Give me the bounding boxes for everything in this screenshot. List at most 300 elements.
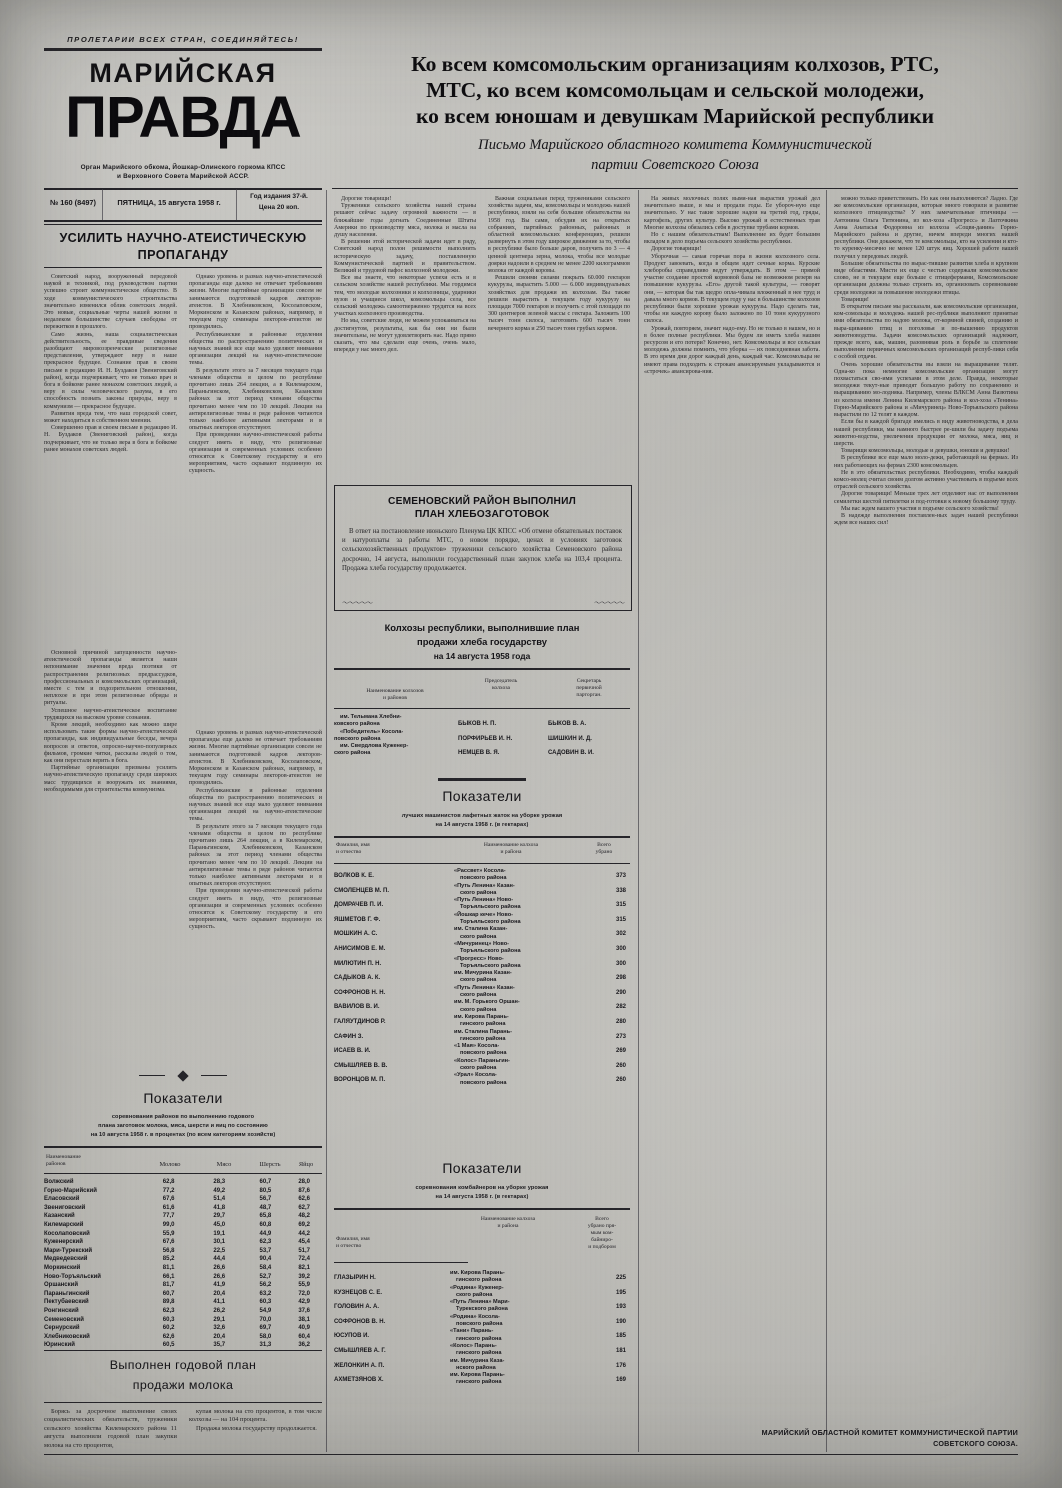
paragraph: Дорогие товарищи! Меньше трех лет отделяют нас от выполнения семилетки шестой пятилетки и под-готовки к новому большому труду.: [834, 491, 1018, 505]
district-value: 38,1: [298, 1316, 310, 1323]
district-name: Килемарский: [44, 1221, 84, 1228]
kombain-colhead-2a: Наименование колхоза: [480, 1216, 536, 1222]
operator-name: СОФРОНОВ Н. Н.: [334, 989, 386, 996]
hectares-value: 282: [615, 1004, 626, 1011]
table-row: [44, 1307, 322, 1316]
kolhoz-name: им. Мичурина Казан- ского района: [454, 970, 512, 984]
paragraph: Борясь за досрочное выполнение своих социалистических обязательств, труженики сельского хозяйства Килемарского района 11 августа выполнили годовой план закупки молока на сто процентов,: [44, 1408, 177, 1449]
hectares-value: 181: [615, 1347, 626, 1354]
operator-name: ВОРОНЦОВ М. П.: [334, 1077, 386, 1084]
kolhoz-name: им. Сталина Казан- ского района: [454, 926, 508, 940]
paragraph: Товарищи комсомольцы, молодые и девушки, юноши и девушки!: [841, 448, 1010, 455]
paragraph: Но с нашим обязательствам! Выполнение их будет большим вкладом в дело подъема сельского хозяйства республики.: [644, 232, 820, 246]
left-table-sub2: плана заготовок молока, мяса, шерсти и яиц по состоянию: [98, 1123, 268, 1129]
district-value: 77,2: [162, 1187, 175, 1194]
secretary-name: САДОВИН В. И.: [548, 750, 594, 757]
zhatki-colhead-2a: Наименование колхоза: [483, 842, 539, 848]
district-value: 60,2: [162, 1325, 175, 1332]
semenovsky-text: [342, 527, 622, 573]
table-row: [334, 1299, 630, 1314]
district-value: 30,1: [213, 1239, 226, 1246]
table-row: [334, 1270, 630, 1285]
kolhoz-name: «Путь Ленина» Казан- ского района: [454, 882, 515, 896]
paragraph: Республиканские и районные отделения общества по распространению политических и научных знаний все еще мало уделяют внимания организации лекций на научно-атеистические темы.: [189, 787, 322, 823]
hectares-value: 190: [615, 1318, 626, 1325]
paragraph: В решении этой исторической задачи идет в ряду, Советский народ полон решимости выполнить историческую задачу, поставленную Коммунистической партией и правительством. Великий и трудовой пафос колхозной молодежи.: [334, 239, 476, 275]
zhatki-sub1: лучших машинистов лафетных жаток на уборке урожая: [401, 813, 563, 819]
paragraph: Решили своими силами покрыть 60.000 гектаров кукурузы, вырастить 5.000 — 6.000 индивидуальных хозяйствах для продажи их колхозам. Вы также решили вырастить в текущем году кукурузу на площади 7000 гектаров и получить с этой площади по 300 центнеров зеленой массы с гектара. Заложить 100 тысяч тонн силоса, заготовить 600 тысяч тонн вечернего корма и 250 тысяч тонн грубых кормов.: [488, 275, 630, 332]
ornament-divider-left: [44, 1070, 322, 1080]
table-row: [44, 1230, 322, 1239]
milk-text-col1: [44, 1408, 177, 1450]
left-table-colhead-wool: Шерсть: [259, 1161, 281, 1168]
column-divider-left: [326, 190, 327, 1452]
left-table: [44, 1178, 322, 1350]
kolhoz-colhead-3a: Секретарь: [576, 678, 602, 684]
district-value: 54,9: [259, 1307, 272, 1314]
kolhoz-colhead-1b: и районов: [383, 695, 407, 701]
table-row: [44, 1187, 322, 1196]
district-value: 39,2: [298, 1273, 310, 1280]
kombain-rule-2: [334, 1262, 468, 1263]
district-value: 60,7: [259, 1179, 272, 1185]
kombain-table: [334, 1270, 630, 1387]
district-value: 62,3: [162, 1307, 175, 1314]
kolhoz-name: «Мичуринец» Ново- Торъяльского района: [454, 940, 521, 955]
left-table-colhead-name-2: районов: [46, 1161, 66, 1167]
paragraph: можно только приветствовать. Но как они выполняются? Ладно. Где же комсомольские организации, которые много говорили и развитие колхозного птицеводства? У них замечательные птичницы — Антонина Ольга Титюнина, из кол-хоза «Прогресс» и Лазточкина Анна Анатасья Фодоровна из колхоза «Соцвя-данин» Горно-Марийского района и другие, ничем впереди многих нашей республики. Они докажем, что те комсомольцы, кто на усилении и кто-то куренку-месячно не менее 120 штук яиц. Хорошей работе вашей получил у передовых людей.: [834, 196, 1018, 260]
district-value: 67,6: [162, 1196, 175, 1203]
mid-intro-col2: [488, 196, 630, 333]
operator-name: ГЛАЗЫРИН Н.: [334, 1275, 376, 1281]
district-value: 48,2: [298, 1213, 310, 1220]
paragraph: Большие обязательства по вырас-тившие развития хлеба в крупном виде областями. Мисти их еще с честью содержали комсомольское слово, не в текущем еще больше с птицефермами, Комсомольские организации должны только строить их, организовать соревнование среди молодежи за повышение молодежи птицы.: [834, 260, 1018, 296]
hectares-value: 269: [615, 1048, 626, 1055]
district-value: 69,7: [259, 1325, 272, 1332]
district-value: 55,9: [162, 1230, 175, 1237]
district-value: 62,3: [259, 1239, 272, 1246]
kombain-colhead-3a: Всего: [595, 1216, 609, 1222]
paragraph: Основной причиной запущенности научно-атеистической пропаганды является наши непонимание значения вреда поэтики от распространения религиозных предрассудков, профессиональных и комсомольских организаций, вместе с тем и подозрительном отношении, неплохое и при этом религиозные обряды и ритуалы.: [44, 650, 177, 707]
table-row: [44, 1221, 322, 1230]
district-name: Моркинский: [44, 1264, 81, 1271]
district-name: Казанский: [44, 1213, 75, 1220]
district-name: Звениговский: [44, 1204, 86, 1211]
district-name: Мари-Турекский: [44, 1247, 93, 1254]
table-row: [334, 1043, 630, 1058]
paragraph: Успешное научно-атеистическое воспитание трудящихся на высоком уровне сознания.: [44, 707, 177, 721]
table-row: [44, 1264, 322, 1273]
district-value: 41,1: [213, 1299, 226, 1306]
kolhoz-table-title-line2: продажи хлеба государству: [417, 636, 547, 647]
masthead-slogan: ПРОЛЕТАРИИ ВСЕХ СТРАН, СОЕДИНЯЙТЕСЬ!: [67, 35, 299, 44]
kolhoz-name: «Колос» Парань- гинского района: [450, 1342, 502, 1357]
masthead-rule-mid: [44, 188, 322, 190]
district-value: 22,5: [213, 1247, 226, 1254]
table-row: [334, 714, 630, 729]
district-value: 35,7: [213, 1342, 226, 1349]
kolhoz-name: «Прогресс» Ново- Торъяльского района: [454, 955, 521, 969]
table-row: [44, 1290, 322, 1299]
left-article-col2b: [189, 730, 322, 932]
district-value: 52,7: [259, 1273, 272, 1280]
hectares-value: 195: [615, 1289, 626, 1296]
district-value: 40,9: [298, 1325, 310, 1332]
kolhoz-name: «Родина» Куженер- ского района: [450, 1284, 504, 1298]
kombain-colhead-1b: и отчество: [336, 1243, 362, 1249]
right-text-col2: [834, 196, 1018, 527]
district-value: 62,7: [298, 1204, 310, 1211]
hectares-value: 290: [615, 989, 626, 996]
district-value: 55,9: [298, 1282, 310, 1289]
paragraph: В надежде выполнения поставлен-ных задач нашей республики ждем все наших сил!: [834, 512, 1018, 527]
hectares-value: 300: [615, 945, 626, 952]
operator-name: ЯШМЕТОВ Г. Ф.: [334, 916, 381, 923]
district-name: Медведевский: [44, 1256, 88, 1263]
left-article-title-line1: УСИЛИТЬ НАУЧНО-АТЕИСТИЧЕСКУЮ: [59, 231, 307, 245]
operator-name: ГОЛОВИН А. А.: [334, 1304, 380, 1311]
operator-name: АНИСИМОВ Е. М.: [334, 945, 386, 952]
district-name: Еласовский: [44, 1196, 80, 1203]
district-value: 63,2: [259, 1290, 272, 1297]
district-value: 77,7: [162, 1213, 175, 1220]
table-row: [334, 1358, 630, 1373]
district-value: 58,0: [259, 1333, 272, 1340]
operator-name: САФИН З.: [334, 1033, 364, 1040]
district-value: 72,4: [298, 1256, 310, 1263]
milk-title-line2: продажи молока: [132, 1378, 234, 1392]
table-row: [334, 956, 630, 971]
table-row: [44, 1281, 322, 1290]
district-value: 42,9: [298, 1299, 310, 1306]
left-article-title-line2: ПРОПАГАНДУ: [137, 248, 229, 262]
district-value: 60,5: [162, 1342, 175, 1349]
table-row: [44, 1341, 322, 1350]
district-value: 56,2: [259, 1282, 272, 1289]
district-value: 60,3: [162, 1316, 175, 1323]
zhatki-short-rule: [438, 778, 526, 781]
table-row: [44, 1178, 322, 1187]
paragraph: Партийные организации призваны усилить научно-атеистическую пропаганду среди широких масс трудящихся и вооружать их знаниями, необходимыми для строительства коммунизма.: [44, 765, 177, 793]
kombain-sub1: соревнования комбайнеров на уборке урожая: [415, 1185, 549, 1191]
kolhoz-name: «Тани» Парань- гинского района: [450, 1328, 502, 1342]
district-value: 26,2: [213, 1307, 226, 1314]
kolhoz-table-title-line3: на 14 августа 1958 года: [433, 651, 531, 661]
zhatki-table: [334, 868, 630, 1087]
paragraph: Если бы в каждой бригаде имелись в виду животноводства, в дела нашей республики, мы намного быстрее ре-шили бы задачу подъема животно-водства, увеличения продукции от молока, мяса, яиц и шерсти.: [834, 419, 1018, 447]
district-value: 41,9: [213, 1282, 226, 1289]
hectares-value: 302: [615, 931, 626, 938]
hectares-value: 273: [615, 1033, 626, 1040]
table-row: [334, 926, 630, 941]
paragraph: Дорогие товарищи!: [341, 196, 392, 202]
paragraph: Однако уровень и размах научно-атеистической пропаганды еще далеко не отвечает требованиям жизни. Многие партийные организации совсем не занимаются подготовкой кадров лекторов-атеистов. В Хлебниковском, Косолаповском, Моркинском и Казанском районах, например, в текущем году семинары лекторов-атеистов не проводились.: [189, 730, 322, 787]
kolhoz-name: «Путь Ленина» Мари- Турекского района: [450, 1299, 510, 1313]
operator-name: ИСАЕВ В. И.: [334, 1048, 371, 1055]
table-row: [334, 1343, 630, 1358]
kombain-colhead-2b: и района: [497, 1223, 519, 1229]
kolhoz-name: им. Сталина Парань- гинского района: [454, 1028, 512, 1042]
district-value: 60,3: [259, 1299, 272, 1306]
issue-date: ПЯТНИЦА, 15 августа 1958 г.: [117, 198, 221, 207]
hectares-value: 260: [615, 1062, 626, 1069]
table-row: [334, 1029, 630, 1044]
district-value: 28,3: [213, 1179, 226, 1185]
left-table-colhead-meat: Мясо: [216, 1161, 232, 1168]
district-name: Ново-Торъяльский: [44, 1273, 101, 1280]
milk-rule-bottom: [44, 1402, 322, 1403]
district-value: 26,6: [213, 1273, 226, 1280]
district-value: 60,4: [298, 1333, 310, 1340]
left-article-col1b: [44, 650, 177, 794]
paragraph: На живых молочных полях вымя-ная вырастив урожай дел значительно выше, и мы и продали годы. Ее убороч-ную еще значительно. У нас такие хорошие надои на третий год, гряды, картофель, других культур. Высоко урожай и естественных трав Многие колхозы обязались себя в доступке трубами кормов.: [644, 196, 820, 231]
kolhoz-name: «1 Мая» Косола- повского района: [454, 1043, 507, 1057]
district-value: 90,4: [259, 1256, 272, 1263]
district-value: 45,4: [298, 1239, 310, 1246]
district-name: Хлебниковский: [44, 1333, 90, 1340]
masthead-organ-line1: Орган Марийского обкома, Йошкар-Олинского горкома КПСС: [80, 164, 286, 171]
paragraph: Продажа молока государству продолжается.: [196, 1424, 317, 1432]
district-value: 60,7: [162, 1290, 175, 1297]
kombain-sub2: на 14 августа 1958 г. (в гектарах): [435, 1194, 529, 1200]
hectares-value: 225: [615, 1275, 626, 1281]
left-article-col2: [189, 274, 322, 476]
headline-line3: ко всем юношам и девушкам Марийской республики: [416, 104, 934, 128]
operator-name: СОФРОНОВ В. Н.: [334, 1318, 386, 1325]
paragraph: Не в это обязательствах республики. Необходимо, чтобы каждый комсо-молец считал своим долгом активно участвовать в подъеме всех отраслей сельского хозяйства.: [834, 469, 1018, 491]
zhatki-colhead-3a: Всего: [597, 842, 611, 848]
paragraph: При проведении научно-атеистической работы следует иметь в виду, что религиозные организации и современных условиях особенно относятся к Советскому государству и его мероприятиям, часто скрывают подлинную их сущность.: [189, 888, 322, 931]
left-table-colhead-milk: Молоко: [159, 1161, 181, 1168]
table-row: [44, 1204, 322, 1213]
milk-title-line1: Выполнен годовой план: [109, 1358, 257, 1372]
column-divider-mid: [638, 190, 639, 1452]
operator-name: ЖЕЛОНКИН А. П.: [334, 1362, 385, 1369]
district-value: 72,0: [298, 1290, 310, 1297]
district-value: 65,8: [259, 1213, 272, 1220]
table-row: [334, 970, 630, 985]
paragraph: В результате этого за 7 месяцев текущего года членами общества в целом по республике прочитано лишь 264 лекции, а в Килемарском, Параньгинском, Хлебниковском, Казанском районах за этот период членами общества прочитано менее чем по 10 лекций. Лекции на антирелигиозные темы в ряде районов читаются только наиболее активными лекторами и в опытных лекторов отсутствуют.: [189, 823, 322, 888]
operator-name: МИЛЮТИН П. Н.: [334, 960, 382, 967]
page-bottom-rule: [44, 1454, 1018, 1455]
district-value: 49,2: [213, 1187, 226, 1194]
district-value: 80,5: [259, 1187, 272, 1194]
ornament-diamond: [177, 1070, 188, 1081]
kolhoz-name: «Йошкар кече» Ново- Торъяльского района: [454, 911, 521, 926]
district-value: 19,1: [213, 1230, 226, 1237]
kolhoz-name: им. Мичурина Каза- нского района: [450, 1357, 505, 1371]
kolhoz-name: им. Свердлова Куженер- ского района: [334, 743, 409, 757]
kolhoz-colhead-1a: Наименование колхозов: [366, 688, 424, 694]
left-table-body: [44, 1178, 322, 1350]
district-value: 53,7: [259, 1247, 272, 1254]
district-value: 67,6: [162, 1239, 175, 1246]
operator-name: СМЫШЛЯЕВ А. Г.: [334, 1347, 386, 1354]
table-row: [334, 1372, 630, 1387]
district-value: 60,8: [259, 1221, 272, 1228]
district-name: Волжский: [44, 1179, 74, 1185]
district-value: 20,4: [213, 1333, 226, 1340]
table-row: [334, 999, 630, 1014]
kolhoz-colhead-2a: Председатель: [484, 678, 518, 684]
paragraph: Труженики сельского хозяйства нашей страны решают сейчас задачу огромной важности — в ближайшие годы догнать Соединенные Штаты Америки по производству мяса, молока и масла на душу населения.: [334, 203, 476, 239]
column-divider-right: [826, 190, 827, 1452]
kolhoz-name: «Путь Ленина» Казан- ского района: [454, 984, 515, 999]
district-value: 41,8: [213, 1204, 226, 1211]
kolhoz-name: им. Кирова Парань- гинского района: [450, 1372, 505, 1386]
paragraph: Республиканские и районные отделения общества по распространению политических и научных знаний все еще мало уделяют внимания организации лекций на научно-атеистические темы.: [189, 331, 322, 367]
kolhoz-name: «Родина» Косола- повского района: [450, 1313, 503, 1328]
kolhoz-table: [334, 714, 630, 758]
chairman-name: НЕМЦЕВ В. Я.: [458, 750, 500, 757]
left-table-rule-1: [44, 1146, 322, 1148]
kombain-colhead-3d: байниро-: [591, 1237, 613, 1243]
kolhoz-name: им. Кирова Парань- гинского района: [454, 1013, 509, 1028]
headline-line2: МТС, ко всем комсомольцам и сельской молодежи,: [426, 78, 924, 102]
district-name: Куженерский: [44, 1239, 83, 1246]
district-value: 51,7: [298, 1247, 310, 1254]
newspaper-sheet: [44, 30, 1018, 1460]
zhatki-colhead-3b: убрано: [595, 849, 613, 855]
district-name: Сернурский: [44, 1325, 80, 1332]
headline-rule: [332, 188, 1018, 189]
district-value: 56,8: [162, 1247, 175, 1254]
district-name: Ронгинский: [44, 1307, 79, 1314]
hectares-value: 193: [615, 1304, 626, 1311]
district-value: 48,7: [259, 1204, 272, 1211]
district-value: 36,2: [298, 1342, 310, 1349]
kombain-colhead-3e: и подбором: [588, 1244, 616, 1250]
headline-subtitle-line1: Письмо Марийского областного комитета Коммунистической: [478, 137, 872, 153]
left-table-title: Показатели: [143, 1090, 223, 1106]
hectares-value: 315: [615, 902, 626, 909]
masthead-rule-bottom: [44, 220, 322, 222]
district-name: Горно-Марийский: [44, 1187, 97, 1194]
zhatki-table-body: [334, 868, 630, 1087]
table-row: [44, 1195, 322, 1204]
kolhoz-name: им. Тельмана Хлебни- ковского района: [334, 714, 402, 728]
hectares-value: 176: [615, 1362, 626, 1369]
headline-line1: Ко всем комсомольским организациям колхозов, РТС,: [411, 52, 939, 76]
district-value: 62,8: [162, 1179, 175, 1185]
operator-name: ДОМРАЧЕВ П. И.: [334, 902, 384, 909]
zhatki-colhead-1a: Фамилия, имя: [336, 842, 370, 848]
squiggle-left: 〜〜〜〜〜: [342, 600, 372, 607]
operator-name: ВАВИЛОВ В. И.: [334, 1004, 380, 1011]
paragraph: Очень хорошие обязательства вы взяли на выращивание телят. Одна-ко пока немногие комсомольские организации могут похвастаться сво-ими успехами в этом деле. Правда, некоторые молодежи текут-ные приводят большую работу по сохранению и выращиванию мо-лодняка. Например, члены ВЛКСМ Анна Вазютина из колхоза имени Ленина Килемарского района и кол-хоза «Тенина» Горно-Марийского района и «Мичуринец» Ново-Торъяльского района вырастили по 12 телят в каждом.: [834, 361, 1018, 419]
left-table-colhead-eggs: Яйцо: [298, 1161, 314, 1168]
kombain-rule-1: [334, 1208, 630, 1210]
operator-name: АХМЕТЗЯНОВ Х.: [334, 1377, 384, 1384]
table-row: [44, 1333, 322, 1342]
left-article-rule-top: [44, 224, 322, 225]
kolhoz-rule-2: [334, 708, 630, 709]
hectares-value: 169: [615, 1377, 626, 1384]
chairman-name: БЫКОВ Н. П.: [458, 721, 497, 727]
table-row: [44, 1316, 322, 1325]
district-value: 26,6: [213, 1264, 226, 1271]
table-row: [44, 1298, 322, 1307]
masthead-organ-line2: и Верховного Совета Марийской АССР.: [117, 173, 249, 180]
hectares-value: 300: [615, 960, 626, 967]
operator-name: ЮСУПОВ И.: [334, 1333, 370, 1340]
paragraph: Но мы, советские люди, не можем успокаиваться на достигнутом, результаты, как бы они ни были значительны, не могут удовлетворить нас. Надо прямо сказать, что мы сделали еще очень, очень мало, впереди у нас много дел.: [334, 318, 476, 354]
district-value: 70,0: [259, 1316, 272, 1323]
district-value: 51,4: [213, 1196, 226, 1203]
mid-intro-col1: [334, 196, 476, 354]
paragraph: Уборочная — самая горячая пора в жизни колхозного села. Продукт завоевать, когда в общем идет сечные корма. Курские хлеборобы справедливо ведут утверждать. В этом — прямой участие создание простой кормовой базы не возможном резерв на повышение кукурузы. «Его» другой такой культуры, — говорят они, — которая бы так щедро опла-чивала вложенный в нее труд и давала много кормов. В текущем году у нас в большинстве колхозов республики были хорошие урожаи кукурузы. Надо сделать так, чтобы ни каждую корову было заложено по 10 тонн кукурузного силоса.: [644, 253, 820, 325]
table-row: [44, 1247, 322, 1256]
paragraph: Само жизнь, наша социалистическая действительность, ее правдивые сведения разобщают мировоззренческие религиозные представления, утверждают веру в наше прекрасное будущее. Сознание прав в своем письме в редакцию И. Н. Буздаков (Звениговский район), когда подчеркивает, что не только врач и бога в бойкоме ранее монахом советских людей, а веру в силы человеческого разума, в его способность познать законы природы, веру в коммунизм — прекрасное будущее.: [44, 331, 177, 410]
masthead-rule-top: [44, 48, 322, 51]
table-row: [334, 1014, 630, 1029]
right-text-col1: [644, 196, 820, 376]
district-value: 56,7: [259, 1196, 272, 1203]
zhatki-title: Показатели: [442, 788, 522, 804]
table-row: [334, 1058, 630, 1073]
paragraph: В результате этого за 7 месяцев текущего года членами общества в целом по республике прочитано лишь 264 лекции, а в Килемарском, Параньгинском, Хлебниковском, Казанском районах за этот период членами общества прочитано менее чем по 10 лекций. Лекции на антирелигиозные темы в ряде районов читаются только наиболее активными лекторами и в опытных лекторов отсутствуют.: [189, 367, 322, 432]
district-value: 81,1: [162, 1264, 175, 1271]
table-row: [44, 1324, 322, 1333]
table-row: [334, 941, 630, 956]
edition-year: Год издания 37-й.: [250, 193, 308, 200]
headline-subtitle-line2: партии Советского Союза: [591, 157, 759, 173]
kolhoz-rule-1: [334, 668, 630, 670]
kolhoz-colhead-3c: парторган.: [576, 692, 602, 698]
masthead-title-line2: ПРАВДА: [65, 85, 301, 150]
kolhoz-name: им. М. Горького Оршан- ского района: [454, 999, 520, 1013]
table-row: [44, 1238, 322, 1247]
district-value: 61,6: [162, 1204, 175, 1211]
kombain-table-body: [334, 1270, 630, 1387]
operator-name: КУЗНЕЦОВ С. Е.: [334, 1289, 383, 1296]
district-name: Семеновский: [44, 1316, 84, 1323]
hectares-value: 338: [615, 887, 626, 894]
kombain-colhead-3c: мым ком-: [590, 1230, 614, 1236]
zhatki-colhead-1b: и отчество: [336, 849, 362, 855]
district-value: 29,7: [213, 1213, 226, 1220]
kombain-title: Показатели: [442, 1160, 522, 1176]
paragraph: Однако уровень и размах научно-атеистической пропаганды еще далеко не отвечает требованиям жизни. Многие партийные организации совсем не занимаются подготовкой кадров лекторов-атеистов. В Хлебниковском, Косолаповском, Моркинском и Казанском районах, например, в текущем году семинары лекторов-атеистов не проводились.: [189, 274, 322, 331]
table-row: [334, 1328, 630, 1343]
district-name: Косолаповский: [44, 1230, 90, 1237]
paragraph: Все вы знаете, что некоторые успехи есть и в сельском хозяйстве нашей республики. Мы гордимся тем, что молодые колхозники и колхозницы, ударники вузов и учащиеся школ, комсомольцы села, все сельский молодежь самоотверженно трудятся на всех участках колхозного производства.: [334, 275, 476, 318]
milk-text-col2: [189, 1408, 322, 1433]
district-value: 44,9: [259, 1230, 272, 1237]
zhatki-rule-1: [334, 836, 630, 838]
district-value: 87,6: [298, 1187, 310, 1194]
price: Цена 20 коп.: [258, 204, 300, 211]
district-name: Пектубаевский: [44, 1299, 89, 1306]
hectares-value: 298: [615, 975, 626, 982]
left-table-rule-2: [44, 1173, 322, 1174]
kolhoz-name: «Колос» Параньгин- ского района: [454, 1057, 510, 1072]
district-name: Параньгинский: [44, 1290, 90, 1297]
kolhoz-name: «Урал» Косола- повского района: [454, 1072, 507, 1086]
district-value: 20,4: [213, 1290, 226, 1297]
paragraph: В открытом письме мы рассказали, как комсомольские организации, ком-сомольцы и молодежь нашей рес-публики выполняют принятые ими обязательства по надою молока, от-кормной свиней, созданию и выра-щиванию птиц и поголовья и по-вышению продуктов животноводства. Задачи комсомольских организаций надлежит, прежде всего, как, машин, разовнявая роль в борьбе за сплетение выполнение первичных комсомольских организаций респуб-лики себя с особой отдачи.: [834, 304, 1018, 361]
masthead-title-line1: МАРИЙСКАЯ: [89, 58, 277, 88]
left-article-rule-bottom: [44, 267, 322, 268]
milk-rule-top: [44, 1350, 322, 1351]
kolhoz-table-title-line1: Колхозы республики, выполнившие план: [384, 622, 580, 633]
operator-name: СМОЛЕНЦЕВ М. П.: [334, 887, 390, 894]
district-value: 44,4: [213, 1256, 226, 1263]
table-row: [334, 985, 630, 1000]
table-row: [334, 1314, 630, 1329]
district-value: 45,0: [213, 1221, 226, 1228]
signature-line2: СОВЕТСКОГО СОЮЗА.: [933, 1439, 1018, 1448]
